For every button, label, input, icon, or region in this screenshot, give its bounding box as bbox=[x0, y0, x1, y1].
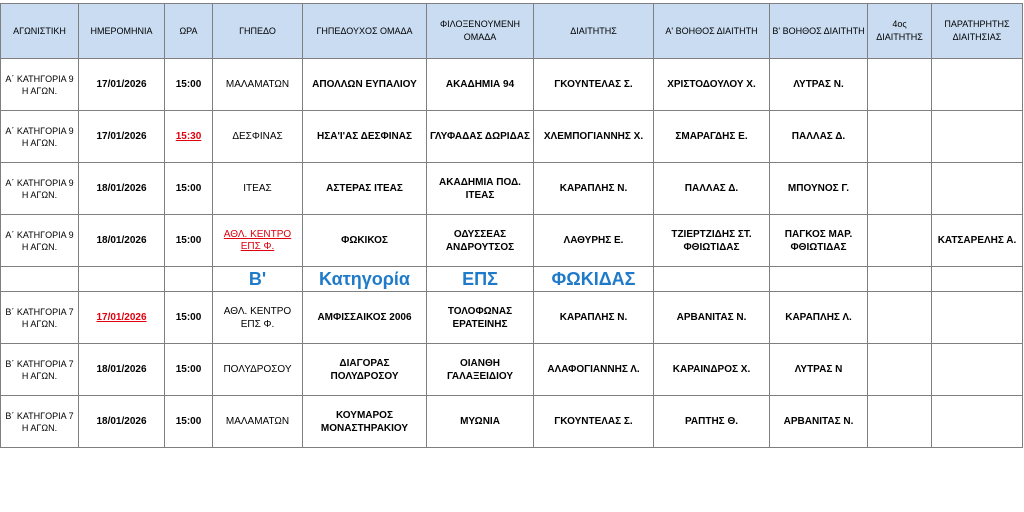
fourth-official-cell bbox=[868, 163, 932, 215]
table-row bbox=[1, 111, 1023, 163]
home-team-cell: ΑΠΟΛΛΩΝ ΕΥΠΑΛΙΟΥ bbox=[303, 59, 427, 111]
date-cell: 17/01/2026 bbox=[79, 111, 165, 163]
section-word-3: ΕΠΣ bbox=[427, 267, 534, 292]
away-team-cell: ΓΛΥΦΑΔΑΣ ΔΩΡΙΔΑΣ bbox=[427, 111, 534, 163]
date-cell: 17/01/2026 bbox=[79, 292, 165, 344]
category-cell: Β΄ ΚΑΤΗΓΟΡΙΑ 7 Η ΑΓΩΝ. bbox=[1, 396, 79, 448]
time-cell: 15:00 bbox=[165, 344, 213, 396]
assistant2-cell: ΛΥΤΡΑΣ Ν. bbox=[770, 59, 868, 111]
fourth-official-cell bbox=[868, 111, 932, 163]
fourth-official-cell bbox=[868, 59, 932, 111]
assistant1-cell: ΑΡΒΑΝΙΤΑΣ Ν. bbox=[654, 292, 770, 344]
time-cell: 15:00 bbox=[165, 292, 213, 344]
assistant1-cell: ΤΖΙΕΡΤΖΙΔΗΣ ΣΤ. ΦΘΙΩΤΙΔΑΣ bbox=[654, 215, 770, 267]
category-cell: Β΄ ΚΑΤΗΓΟΡΙΑ 7 Η ΑΓΩΝ. bbox=[1, 344, 79, 396]
home-team-cell: ΚΟΥΜΑΡΟΣ ΜΟΝΑΣΤΗΡΑΚΙΟΥ bbox=[303, 396, 427, 448]
home-team-cell: ΗΣΑ'Ι'ΑΣ ΔΕΣΦΙΝΑΣ bbox=[303, 111, 427, 163]
time-cell: 15:00 bbox=[165, 215, 213, 267]
referee-cell: ΧΛΕΜΠΟΓΙΑΝΝΗΣ Χ. bbox=[534, 111, 654, 163]
referee-cell: ΑΛΑΦΟΓΙΑΝΝΗΣ Λ. bbox=[534, 344, 654, 396]
date-cell: 18/01/2026 bbox=[79, 163, 165, 215]
time-cell: 15:00 bbox=[165, 163, 213, 215]
referee-cell: ΓΚΟΥΝΤΕΛΑΣ Σ. bbox=[534, 396, 654, 448]
table-row bbox=[1, 59, 1023, 111]
assistant2-cell: ΠΑΓΚΟΣ ΜΑΡ. ΦΘΙΩΤΙΔΑΣ bbox=[770, 215, 868, 267]
venue-cell: ΔΕΣΦΙΝΑΣ bbox=[213, 111, 303, 163]
header-cell: ΔΙΑΙΤΗΤΗΣ bbox=[534, 4, 654, 59]
header-cell: ΗΜΕΡΟΜΗΝΙΑ bbox=[79, 4, 165, 59]
assistant2-cell: ΠΑΛΛΑΣ Δ. bbox=[770, 111, 868, 163]
referee-cell: ΛΑΘΥΡΗΣ Ε. bbox=[534, 215, 654, 267]
category-cell: Α΄ ΚΑΤΗΓΟΡΙΑ 9 Η ΑΓΩΝ. bbox=[1, 163, 79, 215]
date-cell: 17/01/2026 bbox=[79, 59, 165, 111]
empty-cell bbox=[868, 267, 932, 292]
section-word-1: Β' bbox=[213, 267, 303, 292]
table-row bbox=[1, 163, 1023, 215]
referee-cell: ΓΚΟΥΝΤΕΛΑΣ Σ. bbox=[534, 59, 654, 111]
header-cell: ΓΗΠΕΔΟ bbox=[213, 4, 303, 59]
observer-cell bbox=[932, 344, 1023, 396]
time-cell: 15:00 bbox=[165, 396, 213, 448]
fourth-official-cell bbox=[868, 396, 932, 448]
assistant2-cell: ΑΡΒΑΝΙΤΑΣ Ν. bbox=[770, 396, 868, 448]
assistant1-cell: ΠΑΛΛΑΣ Δ. bbox=[654, 163, 770, 215]
assistant1-cell: ΧΡΙΣΤΟΔΟΥΛΟΥ Χ. bbox=[654, 59, 770, 111]
date-cell: 18/01/2026 bbox=[79, 344, 165, 396]
empty-cell bbox=[654, 267, 770, 292]
table-row bbox=[1, 292, 1023, 344]
header-cell: ΩΡΑ bbox=[165, 4, 213, 59]
date-cell: 18/01/2026 bbox=[79, 396, 165, 448]
assistant2-cell: ΜΠΟΥΝΟΣ Γ. bbox=[770, 163, 868, 215]
fourth-official-cell bbox=[868, 215, 932, 267]
header-cell: Α' ΒΟΗΘΟΣ ΔΙΑΙΤΗΤΗ bbox=[654, 4, 770, 59]
category-cell: Α΄ ΚΑΤΗΓΟΡΙΑ 9 Η ΑΓΩΝ. bbox=[1, 215, 79, 267]
fourth-official-cell bbox=[868, 292, 932, 344]
table-row bbox=[1, 344, 1023, 396]
fourth-official-cell bbox=[868, 344, 932, 396]
section-title-row bbox=[1, 267, 1023, 292]
fixtures-table bbox=[0, 3, 1023, 448]
empty-cell bbox=[932, 267, 1023, 292]
referee-cell: ΚΑΡΑΠΛΗΣ Ν. bbox=[534, 163, 654, 215]
venue-cell: ΜΑΛΑΜΑΤΩΝ bbox=[213, 59, 303, 111]
section-word-4: ΦΩΚΙΔΑΣ bbox=[534, 267, 654, 292]
empty-cell bbox=[1, 267, 79, 292]
section-word-2: Κατηγορία bbox=[303, 267, 427, 292]
empty-cell bbox=[79, 267, 165, 292]
observer-cell bbox=[932, 111, 1023, 163]
table-row bbox=[1, 215, 1023, 267]
empty-cell bbox=[770, 267, 868, 292]
referee-cell: ΚΑΡΑΠΛΗΣ Ν. bbox=[534, 292, 654, 344]
header-cell: Β' ΒΟΗΘΟΣ ΔΙΑΙΤΗΤΗ bbox=[770, 4, 868, 59]
venue-cell: ΠΟΛΥΔΡΟΣΟΥ bbox=[213, 344, 303, 396]
away-team-cell: ΜΥΩΝΙΑ bbox=[427, 396, 534, 448]
venue-cell: ΜΑΛΑΜΑΤΩΝ bbox=[213, 396, 303, 448]
observer-cell bbox=[932, 59, 1023, 111]
away-team-cell: ΤΟΛΟΦΩΝΑΣ ΕΡΑΤΕΙΝΗΣ bbox=[427, 292, 534, 344]
venue-cell: ΑΘΛ. ΚΕΝΤΡΟ ΕΠΣ Φ. bbox=[213, 215, 303, 267]
away-team-cell: ΟΔΥΣΣΕΑΣ ΑΝΔΡΟΥΤΣΟΣ bbox=[427, 215, 534, 267]
header-cell: ΦΙΛΟΞΕΝΟΥΜΕΝΗ ΟΜΑΔΑ bbox=[427, 4, 534, 59]
home-team-cell: ΦΩΚΙΚΟΣ bbox=[303, 215, 427, 267]
home-team-cell: ΑΜΦΙΣΣΑΙΚΟΣ 2006 bbox=[303, 292, 427, 344]
venue-cell: ΙΤΕΑΣ bbox=[213, 163, 303, 215]
observer-cell bbox=[932, 292, 1023, 344]
assistant2-cell: ΛΥΤΡΑΣ Ν bbox=[770, 344, 868, 396]
away-team-cell: ΑΚΑΔΗΜΙΑ ΠΟΔ. ΙΤΕΑΣ bbox=[427, 163, 534, 215]
category-cell: Α΄ ΚΑΤΗΓΟΡΙΑ 9 Η ΑΓΩΝ. bbox=[1, 59, 79, 111]
assistant2-cell: ΚΑΡΑΠΛΗΣ Λ. bbox=[770, 292, 868, 344]
header-cell: ΓΗΠΕΔΟΥΧΟΣ ΟΜΑΔΑ bbox=[303, 4, 427, 59]
observer-cell bbox=[932, 163, 1023, 215]
venue-cell: ΑΘΛ. ΚΕΝΤΡΟ ΕΠΣ Φ. bbox=[213, 292, 303, 344]
assistant1-cell: ΚΑΡΑΙΝΔΡΟΣ Χ. bbox=[654, 344, 770, 396]
away-team-cell: ΑΚΑΔΗΜΙΑ 94 bbox=[427, 59, 534, 111]
header-cell: ΑΓΩΝΙΣΤΙΚΗ bbox=[1, 4, 79, 59]
time-cell: 15:00 bbox=[165, 59, 213, 111]
date-cell: 18/01/2026 bbox=[79, 215, 165, 267]
empty-cell bbox=[165, 267, 213, 292]
observer-cell bbox=[932, 396, 1023, 448]
header-cell: ΠΑΡΑΤΗΡΗΤΗΣ ΔΙΑΙΤΗΣΙΑΣ bbox=[932, 4, 1023, 59]
home-team-cell: ΑΣΤΕΡΑΣ ΙΤΕΑΣ bbox=[303, 163, 427, 215]
home-team-cell: ΔΙΑΓΟΡΑΣ ΠΟΛΥΔΡΟΣΟΥ bbox=[303, 344, 427, 396]
assistant1-cell: ΡΑΠΤΗΣ Θ. bbox=[654, 396, 770, 448]
category-cell: Α΄ ΚΑΤΗΓΟΡΙΑ 9 Η ΑΓΩΝ. bbox=[1, 111, 79, 163]
assistant1-cell: ΣΜΑΡΑΓΔΗΣ Ε. bbox=[654, 111, 770, 163]
header-row bbox=[1, 4, 1023, 59]
header-cell: 4ος ΔΙΑΙΤΗΤΗΣ bbox=[868, 4, 932, 59]
category-cell: Β΄ ΚΑΤΗΓΟΡΙΑ 7 Η ΑΓΩΝ. bbox=[1, 292, 79, 344]
away-team-cell: ΟΙΑΝΘΗ ΓΑΛΑΞΕΙΔΙΟΥ bbox=[427, 344, 534, 396]
observer-cell: ΚΑΤΣΑΡΕΛΗΣ Α. bbox=[932, 215, 1023, 267]
table-row bbox=[1, 396, 1023, 448]
time-cell: 15:30 bbox=[165, 111, 213, 163]
